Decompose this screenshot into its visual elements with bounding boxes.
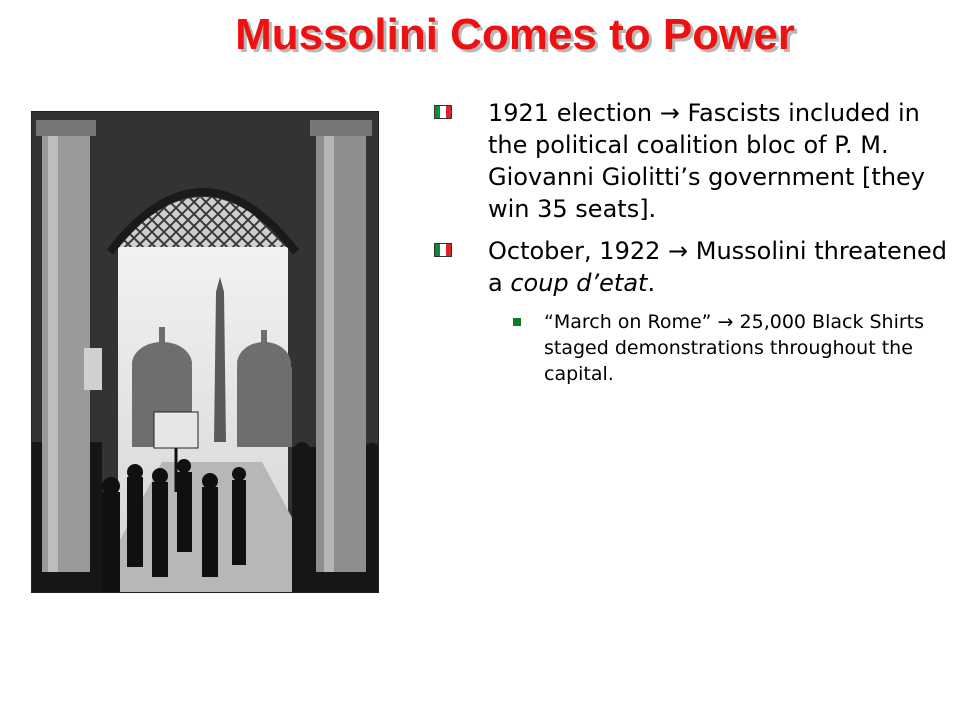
- bullet-text: [488, 235, 952, 299]
- bullet-item: [432, 235, 952, 299]
- bullet-text: 1921 election → Fascists included in the political coalition bloc of P. M. Giovanni Giolitti’s government [they win 35 seats].: [488, 99, 926, 223]
- bullet-item: [432, 97, 952, 225]
- sub-bullet-text: “March on Rome” → 25,000 Black Shirts staged demonstrations throughout the capital.: [544, 311, 925, 385]
- bullet-list: [432, 97, 952, 387]
- italian-flag-icon: [434, 243, 452, 257]
- slide-title: Mussolini Comes to Power: [235, 10, 795, 59]
- sub-bullet-item: [432, 309, 952, 387]
- bullet-text-italic: coup d’etat: [510, 269, 648, 297]
- bullet-text-end: .: [647, 269, 656, 297]
- historical-photo: [31, 111, 379, 593]
- bullet-text-start: October, 1922 → Mussolini threatened a: [488, 237, 948, 297]
- italian-flag-icon: [434, 105, 452, 119]
- square-bullet-icon: [513, 318, 521, 326]
